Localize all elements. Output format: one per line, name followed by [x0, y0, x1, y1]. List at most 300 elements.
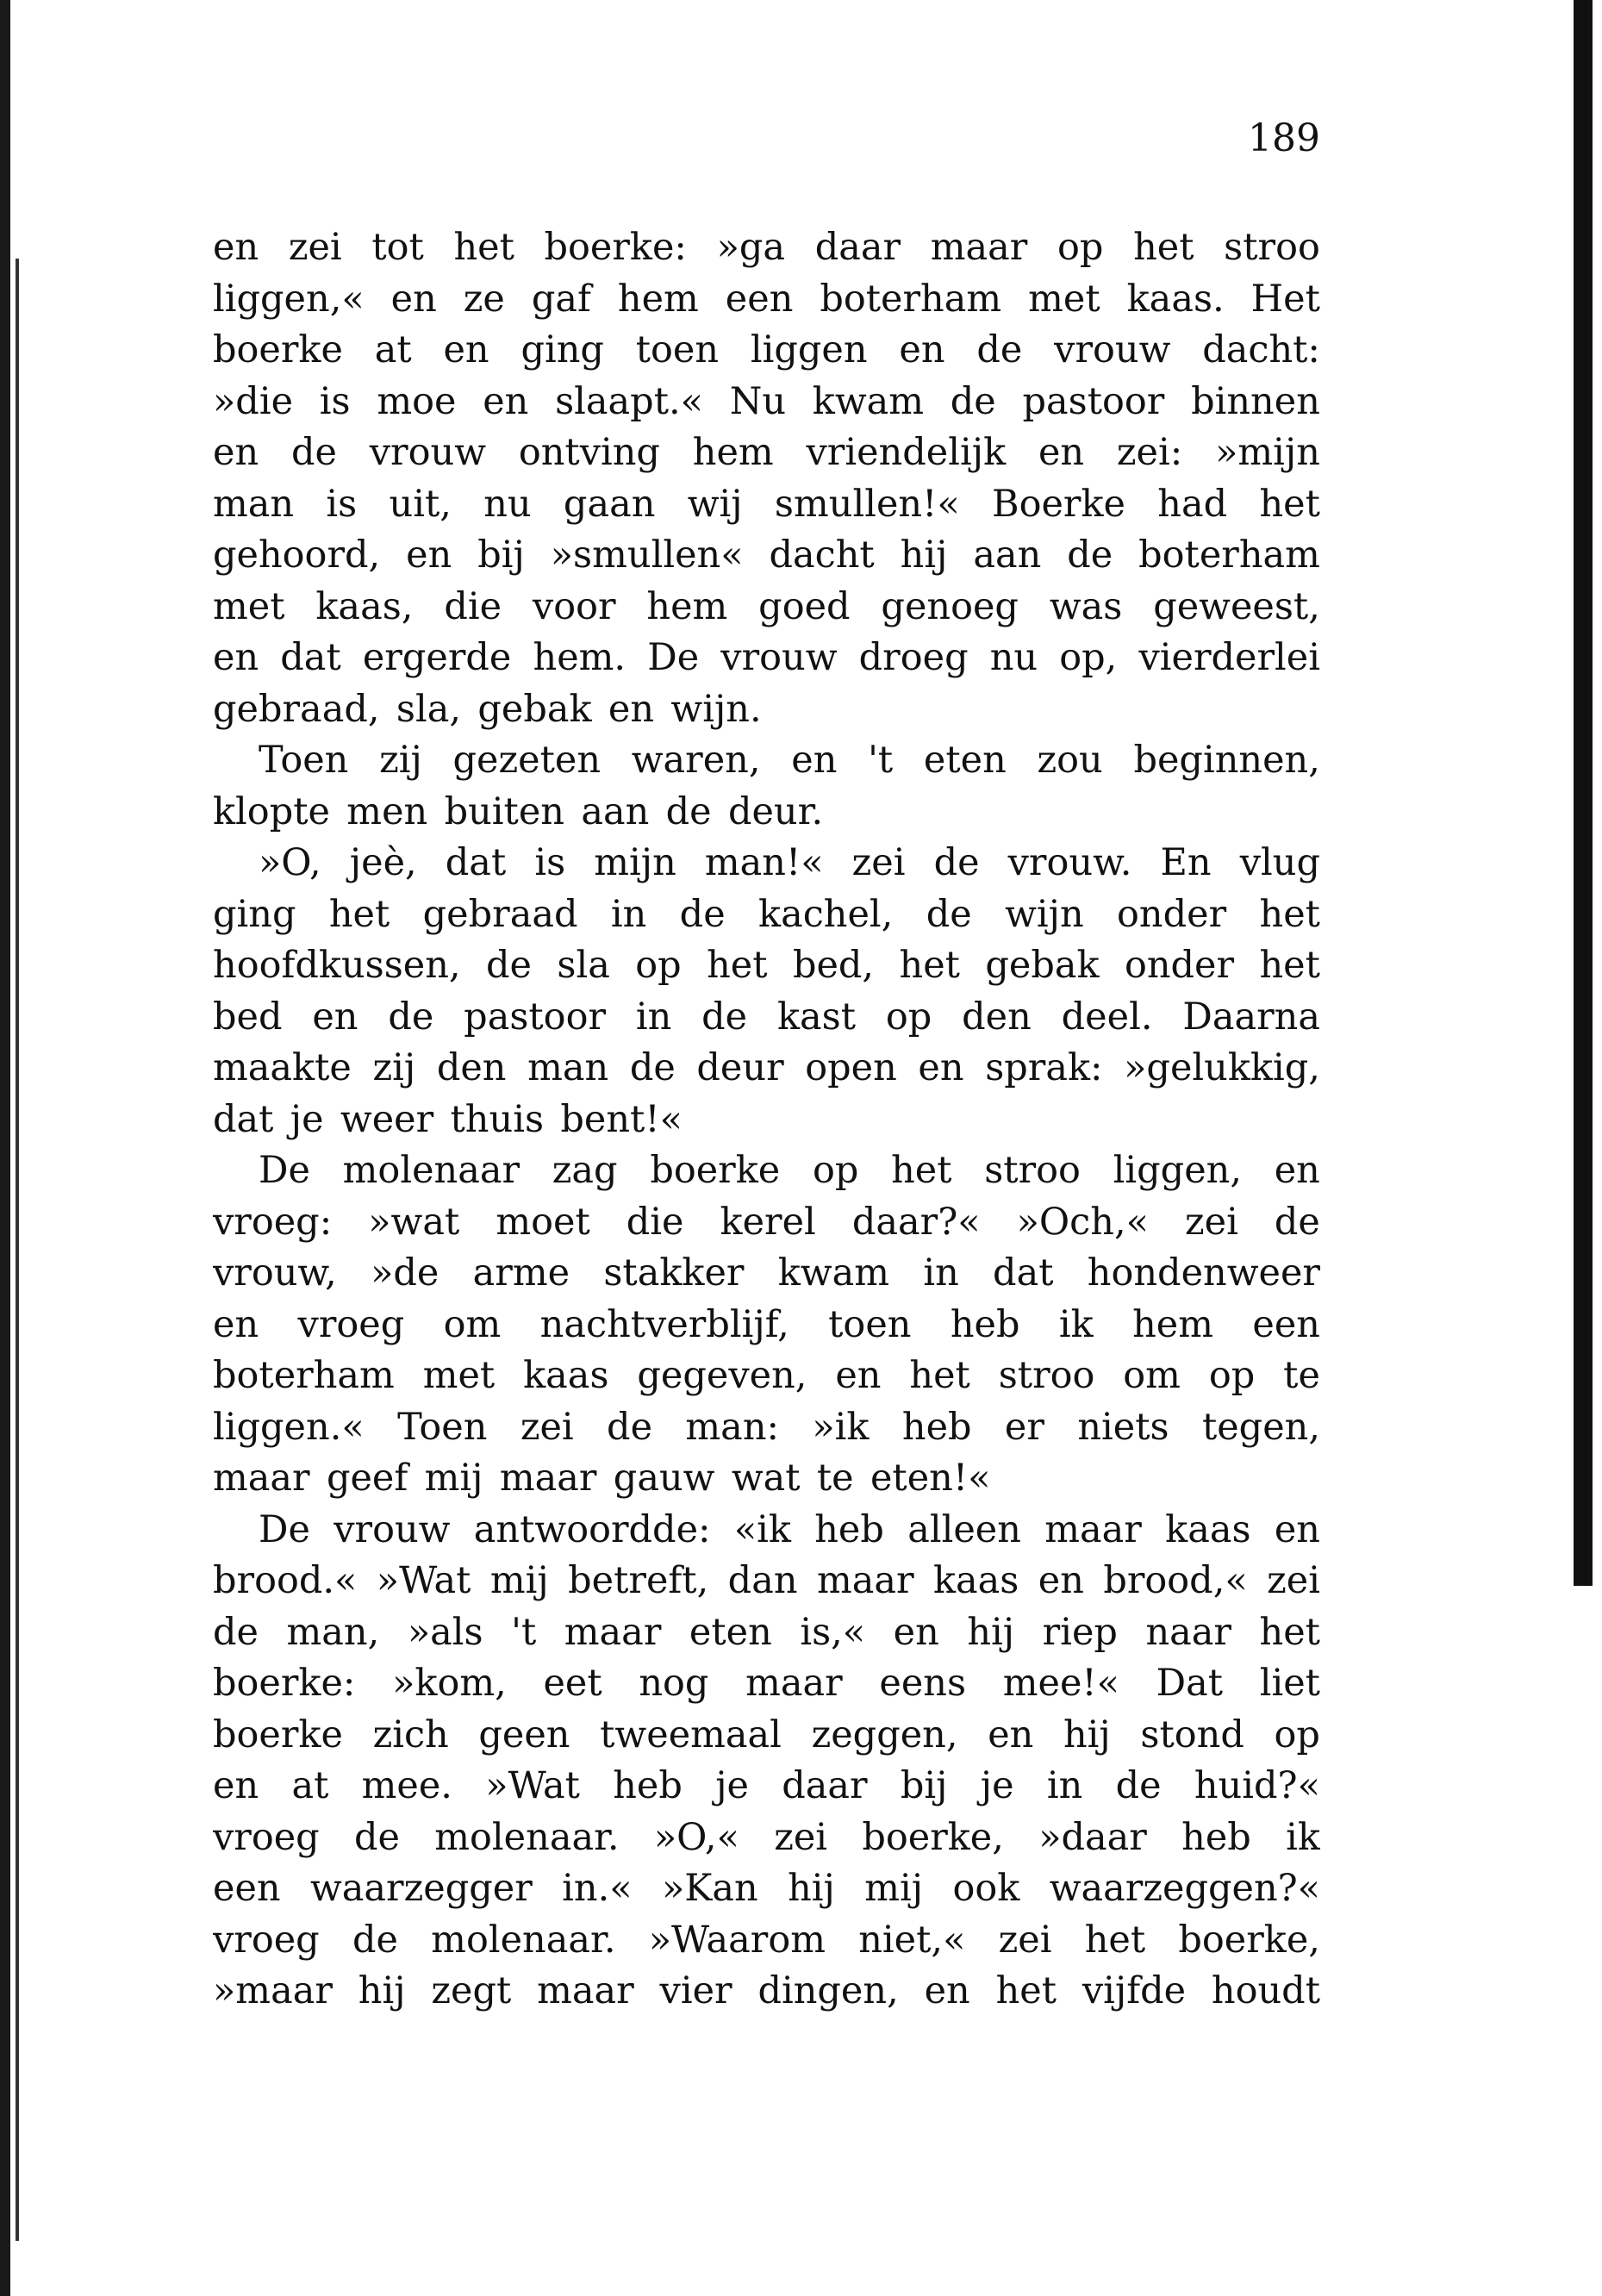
word: liggen,« — [213, 277, 365, 321]
text-line — [213, 838, 1320, 889]
text-line — [213, 1710, 1320, 1762]
word: het — [328, 892, 390, 936]
word: De — [259, 1507, 310, 1551]
word: goed — [758, 584, 851, 628]
word: vrouw, — [213, 1251, 337, 1295]
word: uit, — [389, 482, 452, 526]
word: waren, — [631, 739, 761, 782]
word: op — [885, 995, 932, 1039]
word: 't — [868, 739, 894, 782]
word: het — [1259, 944, 1320, 987]
word: naar — [1145, 1610, 1231, 1654]
scan-edge-left-line — [16, 259, 19, 2241]
word: de — [665, 789, 712, 833]
word: dacht — [769, 533, 875, 577]
text-line — [213, 1556, 1320, 1607]
word: maakte — [213, 1046, 352, 1089]
word: »daar — [1038, 1815, 1147, 1859]
word: het — [909, 1354, 970, 1397]
word: beginnen, — [1133, 739, 1320, 782]
text-line — [213, 479, 1320, 531]
word: heb — [814, 1507, 884, 1551]
word: aan — [973, 533, 1042, 577]
word: alleen — [907, 1507, 1021, 1551]
word: de — [701, 995, 748, 1039]
word: en — [483, 379, 529, 423]
word: geweest, — [1153, 584, 1320, 628]
word: dan — [727, 1559, 798, 1602]
word: hem — [692, 431, 774, 474]
word: buiten — [444, 789, 564, 833]
word: boerke — [650, 1149, 781, 1192]
word: de — [607, 1405, 653, 1449]
word: gaf — [531, 277, 591, 321]
word: een — [213, 1867, 281, 1910]
word: op — [1208, 1354, 1256, 1397]
word: de — [352, 1918, 398, 1962]
word: liggen — [750, 328, 868, 371]
word: man: — [685, 1405, 779, 1449]
word: geef — [326, 1457, 408, 1500]
word: sprak: — [985, 1046, 1103, 1089]
word: boerke — [213, 1713, 343, 1756]
word: toen — [828, 1302, 912, 1346]
word: kast — [776, 995, 857, 1039]
word: maar — [564, 1610, 662, 1654]
word: maar — [537, 1969, 634, 2012]
word: smullen!« — [774, 482, 960, 526]
word: hondenweer — [1087, 1251, 1320, 1295]
word: de — [976, 328, 1023, 371]
word: man — [213, 482, 295, 526]
word: ook — [952, 1867, 1020, 1910]
text-line — [213, 735, 1320, 787]
word: gebak — [477, 687, 592, 731]
text-line — [213, 1915, 1320, 1967]
word: de — [486, 944, 532, 987]
word: deur. — [727, 789, 824, 833]
word: thuis — [450, 1097, 545, 1141]
word: hem. — [533, 636, 626, 679]
word: droeg — [858, 636, 969, 679]
word: men — [346, 789, 428, 833]
word: houdt — [1211, 1969, 1320, 2012]
word: Dat — [1156, 1662, 1224, 1705]
word: gebraad — [422, 892, 578, 936]
word: »Waarom — [648, 1918, 826, 1962]
word: liggen, — [1113, 1149, 1243, 1192]
word: »O, — [259, 841, 321, 884]
word: voor — [532, 584, 616, 628]
word: is,« — [800, 1610, 866, 1654]
word: zei — [1185, 1200, 1238, 1244]
body-text — [213, 222, 1320, 2018]
word: De — [647, 636, 700, 679]
word: en — [893, 1610, 939, 1654]
word: gauw — [613, 1457, 715, 1500]
word: en — [924, 1969, 970, 2012]
word: Toen — [397, 1405, 488, 1449]
word: deel. — [1061, 995, 1153, 1039]
word: ik — [1286, 1815, 1320, 1859]
word: dat — [213, 1097, 274, 1141]
word: maar — [816, 1559, 914, 1602]
word: het — [1133, 226, 1194, 269]
word: »de — [371, 1251, 439, 1295]
word: wij — [687, 482, 743, 526]
word: hij — [788, 1867, 835, 1910]
word: je — [290, 1097, 324, 1141]
word: Boerke — [992, 482, 1125, 526]
word: vier — [659, 1969, 732, 2012]
word: dat — [445, 841, 507, 884]
word: is — [319, 379, 351, 423]
word: eet — [543, 1662, 602, 1705]
word: heb — [901, 1405, 972, 1449]
word: op — [1057, 226, 1104, 269]
word: had — [1157, 482, 1228, 526]
word: waarzegger — [309, 1867, 533, 1910]
word: stond — [1140, 1713, 1244, 1756]
word: eten!« — [870, 1457, 991, 1500]
word: stroo — [998, 1354, 1095, 1397]
word: de — [933, 841, 980, 884]
word: »ga — [716, 226, 786, 269]
word: «ik — [733, 1507, 791, 1551]
text-line — [213, 1197, 1320, 1249]
word: onder — [1117, 892, 1227, 936]
word: en — [213, 1764, 259, 1807]
text-line — [213, 1966, 1320, 2018]
word: mee. — [361, 1764, 452, 1807]
word: antwoordde: — [473, 1507, 711, 1551]
word: hoofdkussen, — [213, 944, 461, 987]
text-line — [213, 1402, 1320, 1454]
text-line — [213, 1863, 1320, 1915]
word: boerke, — [862, 1815, 1004, 1859]
scan-edge-left — [0, 0, 10, 2296]
word: boterham — [1138, 533, 1320, 577]
text-line — [213, 582, 1320, 633]
word: het — [1259, 482, 1320, 526]
word: ik — [1058, 1302, 1094, 1346]
word: de — [950, 379, 996, 423]
word: at — [374, 328, 412, 371]
word: molenaar — [342, 1149, 520, 1192]
text-line — [213, 684, 1320, 736]
word: hij — [967, 1610, 1015, 1654]
word: liggen.« — [213, 1405, 365, 1449]
word: in — [923, 1251, 959, 1295]
word: en — [791, 739, 838, 782]
word: Daarna — [1182, 995, 1320, 1039]
word: den — [436, 1046, 507, 1089]
word: wijn. — [670, 687, 762, 731]
word: deur — [696, 1046, 784, 1089]
word: nachtverblijf, — [539, 1302, 789, 1346]
word: de — [1067, 533, 1113, 577]
word: hij — [900, 533, 948, 577]
word: aan — [581, 789, 650, 833]
word: genoeg — [881, 584, 1019, 628]
word: bij — [900, 1764, 948, 1807]
word: ging — [520, 328, 604, 371]
text-line — [213, 1145, 1320, 1197]
word: moe — [377, 379, 457, 423]
word: maar — [1044, 1507, 1142, 1551]
word: die — [444, 584, 502, 628]
word: en — [835, 1354, 882, 1397]
word: is — [534, 841, 566, 884]
word: te — [1283, 1354, 1320, 1397]
word: kwam — [777, 1251, 890, 1295]
word: vrouw — [333, 1507, 451, 1551]
word: maar — [499, 1457, 597, 1500]
word: dat — [280, 636, 341, 679]
word: maar — [930, 226, 1028, 269]
word: om — [1123, 1354, 1181, 1397]
word: »O,« — [653, 1815, 739, 1859]
word: hij — [1063, 1713, 1111, 1756]
word: liet — [1259, 1662, 1320, 1705]
word: gaan — [563, 482, 656, 526]
word: Nu — [729, 379, 787, 423]
word: kaas. — [1126, 277, 1225, 321]
word: boerke: — [213, 1662, 356, 1705]
word: at — [291, 1764, 329, 1807]
word: zei — [1267, 1559, 1320, 1602]
word: stakker — [603, 1251, 745, 1295]
word: tweemaal — [600, 1713, 782, 1756]
text-line — [213, 427, 1320, 479]
word: »mijn — [1215, 431, 1320, 474]
text-line — [213, 1505, 1320, 1557]
word: zei — [520, 1405, 574, 1449]
word: kerel — [720, 1200, 816, 1244]
word: molenaar. — [431, 1918, 616, 1962]
word: je — [980, 1764, 1014, 1807]
text-line — [213, 633, 1320, 684]
word: het — [995, 1969, 1057, 2012]
word: man, — [286, 1610, 380, 1654]
word: brood.« — [213, 1559, 358, 1602]
word: bent!« — [560, 1097, 683, 1141]
word: de — [354, 1815, 400, 1859]
word: in — [610, 892, 647, 936]
word: stroo — [1224, 226, 1320, 269]
word: het — [1259, 892, 1320, 936]
word: De — [259, 1149, 310, 1192]
word: nog — [639, 1662, 709, 1705]
word: daar — [814, 226, 901, 269]
word: kwam — [812, 379, 925, 423]
word: En — [1160, 841, 1212, 884]
word: kaas — [1165, 1507, 1251, 1551]
word: ergerde — [362, 636, 512, 679]
text-line — [213, 1453, 1320, 1505]
word: »Wat — [376, 1559, 471, 1602]
word: en — [213, 1302, 259, 1346]
word: vroeg — [213, 1918, 320, 1962]
word: zei — [998, 1918, 1052, 1962]
word: waarzeggen?« — [1049, 1867, 1320, 1910]
word: boerke: — [544, 226, 687, 269]
word: kaas — [523, 1354, 609, 1397]
word: en — [390, 277, 437, 321]
word: om — [443, 1302, 502, 1346]
word: wijn — [1005, 892, 1084, 936]
text-line — [213, 1248, 1320, 1300]
word: de — [290, 431, 337, 474]
word: toen — [635, 328, 720, 371]
word: niets — [1077, 1405, 1169, 1449]
word: ging — [213, 892, 296, 936]
word: slaapt.« — [555, 379, 703, 423]
text-line — [213, 1607, 1320, 1659]
word: weer — [340, 1097, 434, 1141]
word: »wat — [368, 1200, 460, 1244]
word: »ik — [812, 1405, 870, 1449]
word: »Och,« — [1016, 1200, 1149, 1244]
word: mijn — [594, 841, 676, 884]
word: bed, — [792, 944, 875, 987]
word: maar — [213, 1457, 310, 1500]
word: het — [899, 944, 960, 987]
word: gebak — [985, 944, 1100, 987]
text-line — [213, 940, 1320, 992]
word: mee!« — [1002, 1662, 1119, 1705]
word: stroo — [984, 1149, 1081, 1192]
word: »maar — [213, 1969, 333, 2012]
word: »gelukkig, — [1124, 1046, 1320, 1089]
word: heb — [950, 1302, 1020, 1346]
text-line — [213, 274, 1320, 326]
word: het — [707, 944, 768, 987]
word: molenaar. — [434, 1815, 620, 1859]
word: en — [213, 226, 259, 269]
word: dat — [993, 1251, 1054, 1295]
word: zich — [372, 1713, 449, 1756]
word: jeè, — [349, 841, 417, 884]
word: huid?« — [1194, 1764, 1320, 1807]
word: en — [1274, 1507, 1320, 1551]
text-line — [213, 1761, 1320, 1812]
word: en — [406, 533, 452, 577]
text-line — [213, 1658, 1320, 1710]
word: brood,« — [1103, 1559, 1248, 1602]
word: »Wat — [485, 1764, 580, 1807]
word: en — [988, 1713, 1034, 1756]
word: een — [1252, 1302, 1320, 1346]
word: de — [1274, 1200, 1320, 1244]
word: boterham — [820, 277, 1002, 321]
word: bed — [213, 995, 283, 1039]
word: gegeven, — [637, 1354, 807, 1397]
word: hem — [646, 584, 728, 628]
word: hij — [358, 1969, 406, 2012]
word: geen — [478, 1713, 570, 1756]
word: »Kan — [661, 1867, 758, 1910]
word: onder — [1124, 944, 1235, 987]
word: je — [715, 1764, 749, 1807]
word: met — [213, 584, 285, 628]
word: den — [962, 995, 1032, 1039]
word: tot — [371, 226, 424, 269]
word: vroeg — [297, 1302, 405, 1346]
word: kaas — [932, 1559, 1019, 1602]
word: op — [1274, 1713, 1320, 1756]
word: hem — [617, 277, 699, 321]
word: zij — [379, 739, 422, 782]
word: Toen — [259, 739, 349, 782]
word: was — [1049, 584, 1123, 628]
word: gezeten — [452, 739, 602, 782]
word: op — [812, 1149, 859, 1192]
word: het — [891, 1149, 952, 1192]
word: en — [1038, 431, 1085, 474]
word: eens — [879, 1662, 967, 1705]
word: man!« — [704, 841, 824, 884]
word: nu — [989, 636, 1038, 679]
word: op, — [1059, 636, 1118, 679]
word: boerke — [213, 328, 343, 371]
word: op — [635, 944, 682, 987]
word: kaas, — [315, 584, 414, 628]
word: de — [679, 892, 726, 936]
word: is — [326, 482, 358, 526]
word: en — [918, 1046, 964, 1089]
word: en — [899, 328, 945, 371]
word: heb — [1181, 1815, 1251, 1859]
word: en — [312, 995, 358, 1039]
word: wat — [731, 1457, 801, 1500]
word: zei — [774, 1815, 828, 1859]
page-number: 189 — [1248, 116, 1320, 160]
word: dacht: — [1202, 328, 1320, 371]
word: boterham — [213, 1354, 395, 1397]
scan-edge-right — [1574, 0, 1593, 1586]
word: moet — [496, 1200, 590, 1244]
word: klopte — [213, 789, 330, 833]
word: vroeg — [213, 1815, 320, 1859]
word: met — [422, 1354, 496, 1397]
text-line — [213, 787, 1320, 839]
word: riep — [1042, 1610, 1118, 1654]
word: de — [388, 995, 434, 1039]
word: bij — [477, 533, 525, 577]
word: het — [453, 226, 514, 269]
word: in — [635, 995, 672, 1039]
text-line — [213, 1300, 1320, 1351]
word: eten — [923, 739, 1007, 782]
word: man — [527, 1046, 609, 1089]
text-line — [213, 1812, 1320, 1864]
word: maar — [745, 1662, 843, 1705]
word: te — [816, 1457, 854, 1500]
word: vrouw — [1054, 328, 1171, 371]
word: daar — [782, 1764, 868, 1807]
word: zei: — [1116, 431, 1183, 474]
word: gehoord, — [213, 533, 381, 577]
word: eten — [689, 1610, 772, 1654]
word: Het — [1250, 277, 1320, 321]
word: nu — [483, 482, 532, 526]
word: boerke, — [1178, 1918, 1320, 1962]
word: niet,« — [858, 1918, 966, 1962]
word: daar?« — [851, 1200, 981, 1244]
word: heb — [613, 1764, 683, 1807]
text-line — [213, 1351, 1320, 1402]
